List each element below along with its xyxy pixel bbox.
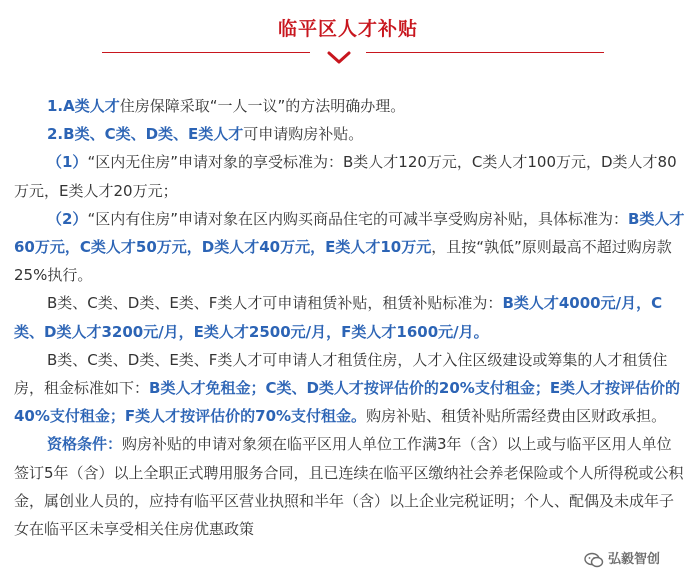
paragraph-rental-subsidy-text: B类、C类、D类、E类、F类人才可申请租赁补贴，租赁补贴标准为： bbox=[47, 294, 503, 313]
title-divider-left bbox=[102, 52, 310, 53]
page-title: 临平区人才补贴 bbox=[277, 18, 418, 40]
paragraph-b-to-e-class bbox=[14, 120, 686, 148]
paragraph-has-housing-text: “区内有住房”申请对象在区内购买商品住宅的可减半享受购房补贴，具体标准为： bbox=[87, 209, 628, 228]
article-header bbox=[0, 0, 696, 80]
paragraph-a-class-text: 住房保障采取“一人一议”的方法明确办理。 bbox=[119, 97, 406, 115]
wechat-icon bbox=[584, 552, 604, 568]
paragraph-eligibility-text: 购房补贴的申请对象须在临平区用人单位工作满3年（含）以上或与临平区用人单位签订5年（含）以上全职正式聘用服务合同，且已连续在临平区缴纳社会养老保险或个人所得税或公积金，属创业人员的，应持有临平区营业执照和半年（含）以上企业完税证明；个人、配偶及未成年子女在临平区未享受相关住房优惠政策 bbox=[14, 435, 684, 539]
paragraph-rental-housing-text: B类、C类、D类、E类、F类人才可申请人才租赁住房，人才入住区级建设或筹集的人才租赁住房，租金标准如下： bbox=[14, 350, 668, 398]
chevron-down-icon bbox=[324, 48, 354, 68]
paragraph-has-housing-lead: （2） bbox=[47, 209, 88, 228]
paragraph-a-class bbox=[14, 92, 686, 120]
watermark bbox=[584, 548, 660, 568]
paragraph-rental-housing bbox=[14, 346, 686, 431]
paragraph-has-housing bbox=[14, 205, 686, 290]
paragraph-eligibility bbox=[14, 430, 686, 543]
paragraph-rental-subsidy bbox=[14, 289, 686, 345]
paragraph-rental-housing-rates: B类人才免租金；C类、D类人才按评估价的20%支付租金；E类人才按评估价的40%支付租金；F类人才按评估价的70%支付租金。 bbox=[14, 379, 681, 426]
paragraph-rental-housing-tail: 购房补贴、租赁补贴所需经费由区财政承担。 bbox=[366, 407, 667, 426]
paragraph-a-class-lead: 1.A类人才 bbox=[47, 97, 120, 115]
paragraph-no-housing bbox=[14, 148, 686, 204]
paragraph-has-housing-tail: ，且按“孰低”原则最高不超过购房款25%执行。 bbox=[14, 238, 672, 285]
paragraph-b-to-e-class-text: 可申请购房补贴。 bbox=[243, 125, 364, 144]
paragraph-eligibility-lead: 资格条件： bbox=[47, 435, 123, 454]
paragraph-b-to-e-class-lead: 2.B类、C类、D类、E类人才 bbox=[47, 125, 244, 144]
paragraph-has-housing-amounts: B类人才60万元，C类人才50万元，D类人才40万元，E类人才10万元 bbox=[14, 209, 685, 257]
watermark-text: 弘毅智创 bbox=[608, 552, 661, 567]
paragraph-rental-subsidy-amounts: B类人才4000元/月，C类、D类人才3200元/月，E类人才2500元/月，F类人才1600元/月。 bbox=[14, 294, 663, 341]
paragraph-no-housing-text: “区内无住房”申请对象的享受标准为：B类人才120万元，C类人才100万元，D类人才80万元，E类人才20万元； bbox=[14, 153, 677, 200]
article-body bbox=[14, 92, 686, 543]
paragraph-no-housing-lead: （1） bbox=[47, 153, 88, 172]
title-divider-right bbox=[366, 52, 604, 53]
